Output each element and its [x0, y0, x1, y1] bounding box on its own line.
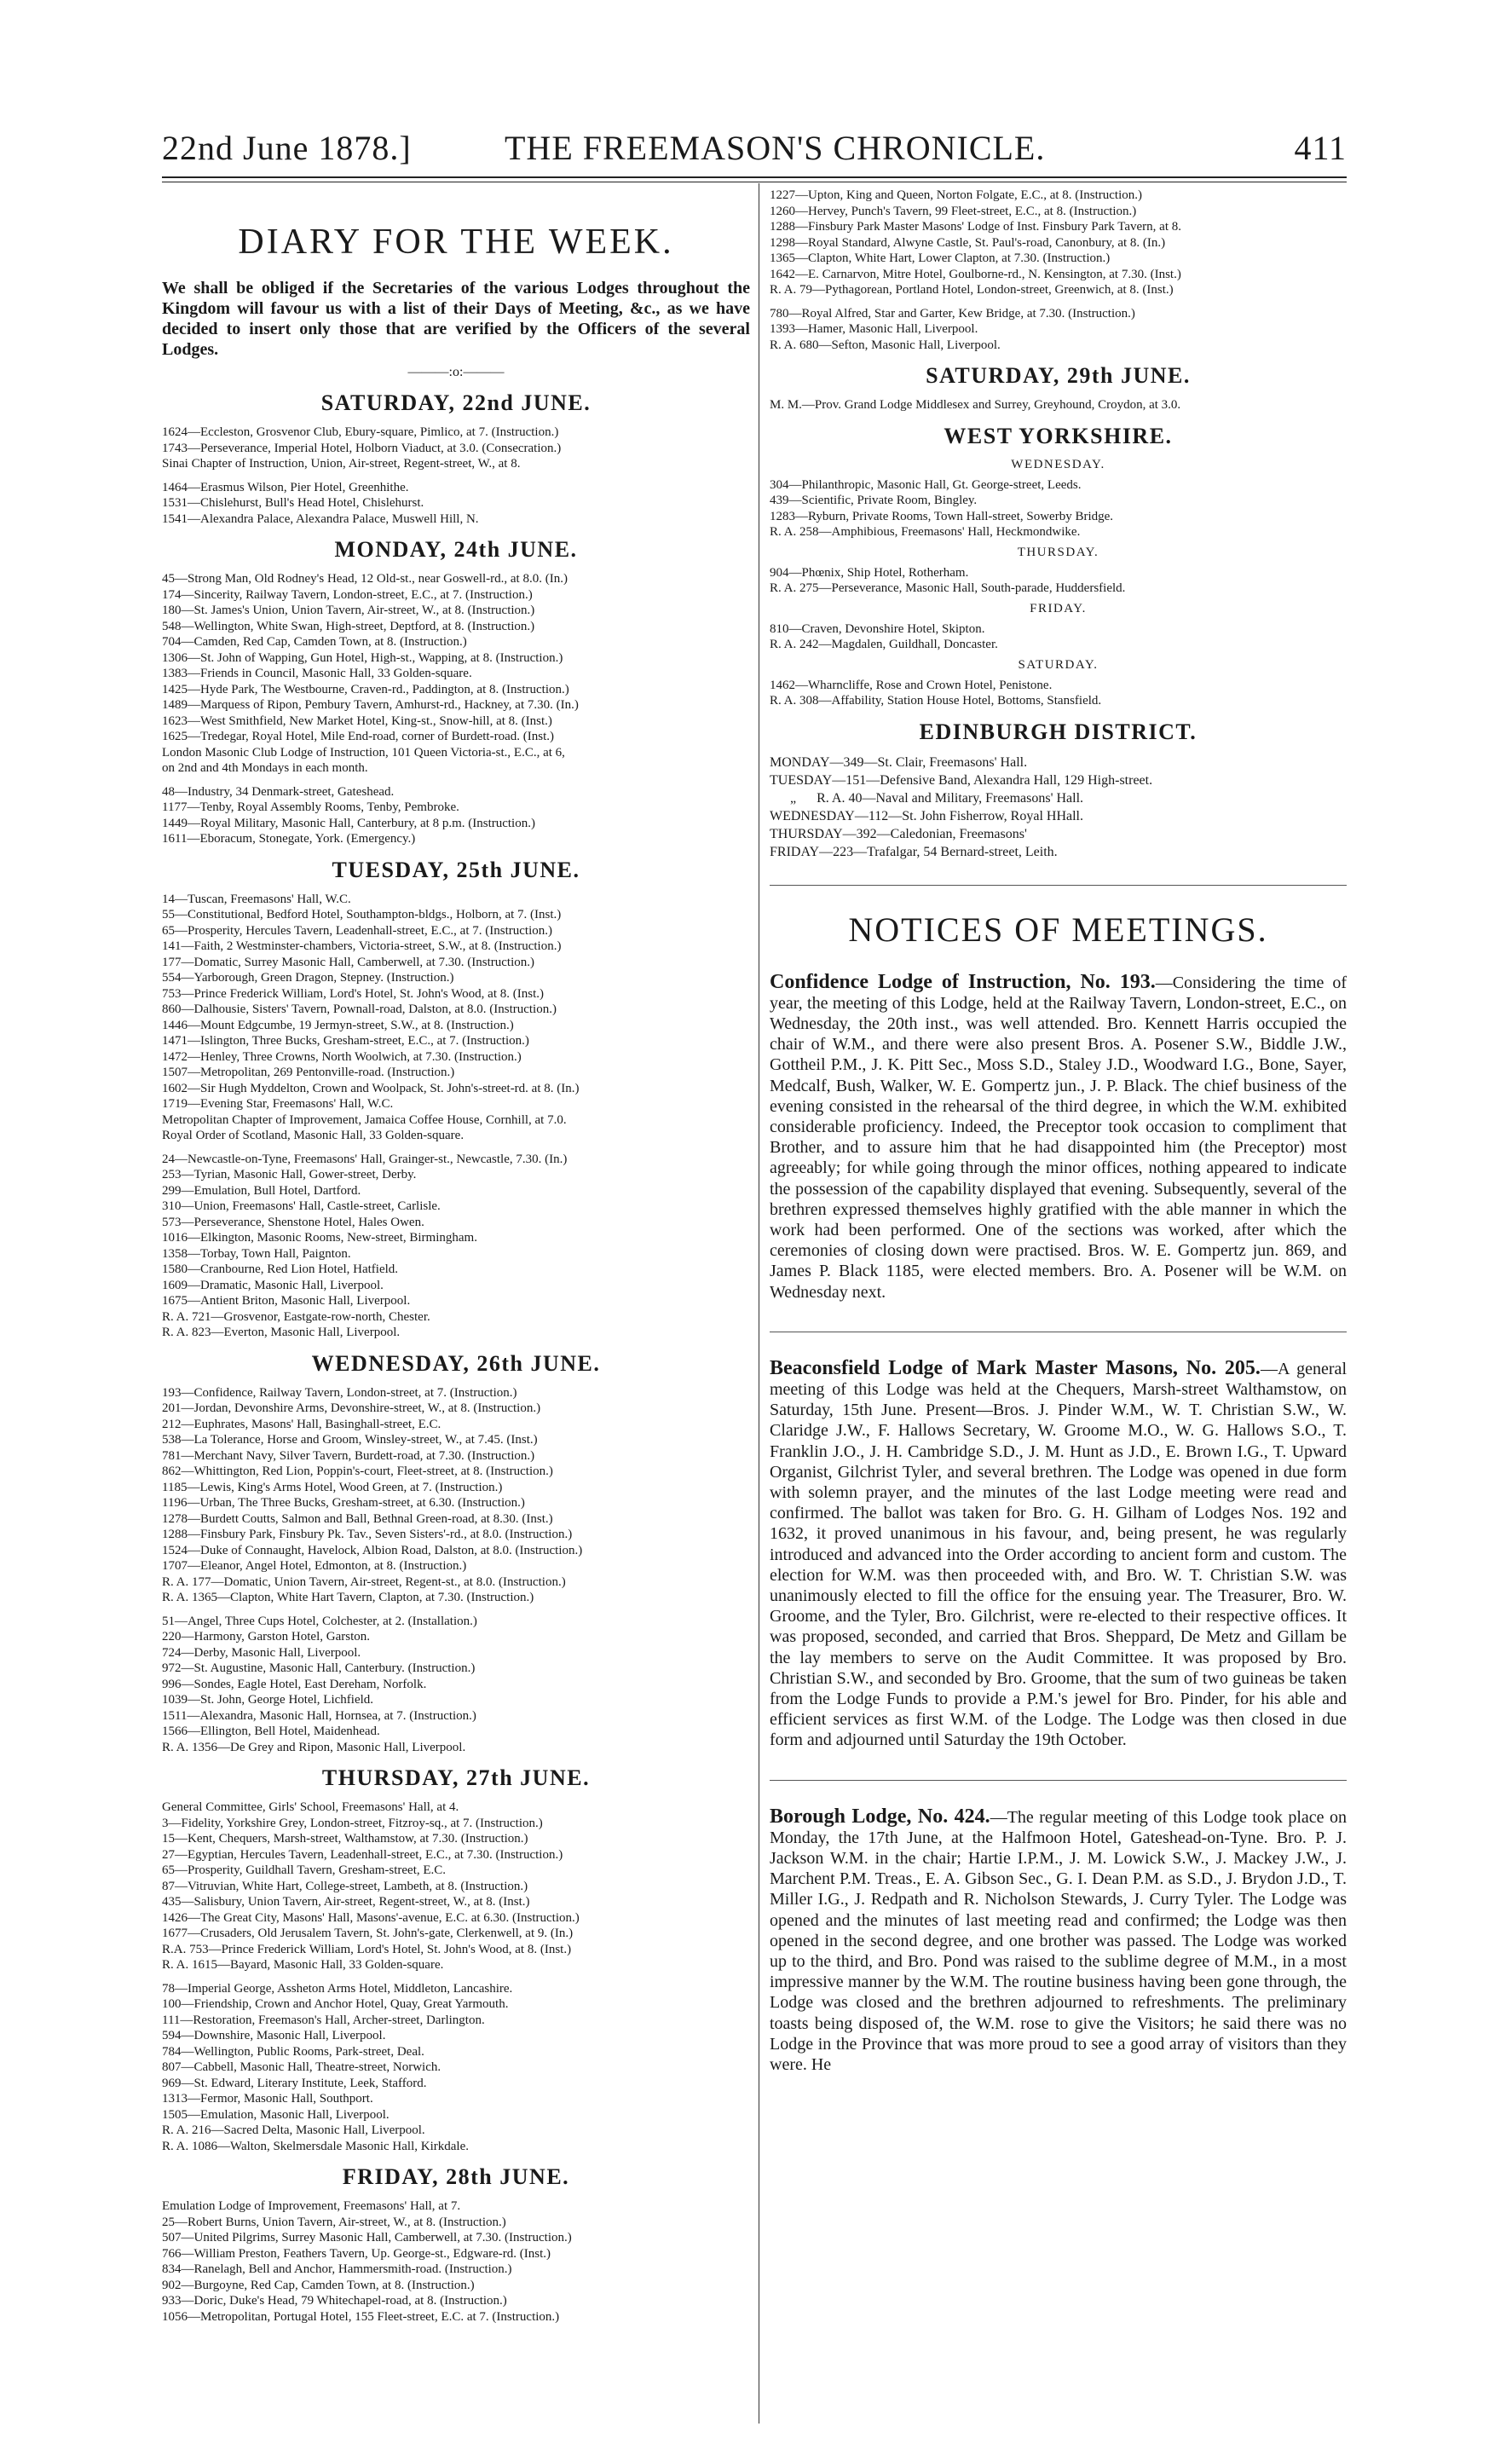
listing-line: R. A. 177—Domatic, Union Tavern, Air-street, Regent-st., at 8.0. (Instruction.) [162, 1574, 566, 1589]
listing-line: R. A. 1365—Clapton, White Hart Tavern, Clapton, at 7.30. (Instruction.) [162, 1591, 534, 1604]
listing-line: 1446—Mount Edgcumbe, 19 Jermyn-street, S.W., at 8. (Instruction.) [162, 1018, 514, 1032]
listing-line: R. A. 823—Everton, Masonic Hall, Liverpool. [162, 1326, 401, 1339]
continued-listings [770, 188, 1347, 298]
header-rule [162, 176, 1347, 178]
listing-line: 1471—Islington, Three Bucks, Gresham-street, E.C., at 7. (Instruction.) [162, 1034, 529, 1048]
listing-line: 780—Royal Alfred, Star and Garter, Kew Bridge, at 7.30. (Instruction.) [770, 306, 1135, 321]
listing-line: 766—William Preston, Feathers Tavern, Up. George-st., Edgware-rd. (Inst.) [162, 2246, 551, 2261]
listing-line: 1505—Emulation, Masonic Hall, Liverpool. [162, 2107, 390, 2122]
listing-line: 1511—Alexandra, Masonic Hall, Hornsea, at 7. (Instruction.) [162, 1708, 476, 1723]
listing-line: 1196—Urban, The Three Bucks, Gresham-street, at 6.30. (Instruction.) [162, 1496, 525, 1510]
listing-line: 1524—Duke of Connaught, Havelock, Albion Road, Dalston, at 8.0. (Instruction.) [162, 1543, 583, 1557]
listing-line: Royal Order of Scotland, Masonic Hall, 33 Golden-square. [162, 1129, 465, 1142]
listing-line: 1541—Alexandra Palace, Alexandra Palace, Muswell Hill, N. [162, 511, 479, 526]
listing-line: 1278—Burdett Coutts, Salmon and Ball, Bethnal Green-road, at 8.30. (Inst.) [162, 1511, 553, 1526]
listing-line: 1358—Torbay, Town Hall, Paignton. [162, 1246, 351, 1261]
notice-paragraph [770, 1806, 1347, 2076]
listing-line: 435—Salisbury, Union Tavern, Air-street, Regent-street, W., at 8. (Inst.) [162, 1895, 530, 1909]
listing-line: 299—Emulation, Bull Hotel, Dartford. [162, 1183, 361, 1198]
listing-line: R. A. 242—Magdalen, Guildhall, Doncaster. [770, 638, 998, 651]
listing-line: 573—Perseverance, Shenstone Hotel, Hales Owen. [162, 1215, 424, 1229]
listing-line: 933—Doric, Duke's Head, 79 Whitechapel-road, at 8. (Instruction.) [162, 2294, 507, 2308]
listing-line: 14—Tuscan, Freemasons' Hall, W.C. [162, 892, 351, 906]
listing-line: 1425—Hyde Park, The Westbourne, Craven-rd., Paddington, at 8. (Instruction.) [162, 682, 569, 696]
listing-line: 51—Angel, Three Cups Hotel, Colchester, at 2. (Installation.) [162, 1614, 477, 1628]
notice-body: —The regular meeting of this Lodge took place on Monday, the 17th June, at the Halfmoon Hotel, Gateshead-on-Tyne. Bro. P. J. Jackson W.M. in the chair; Hartie I.P.M., J. M. Lowick S.W., J. Mackey J.W., J. Marchent P.M. Treas., E. A. Gibson Sec., G. I. Dean P.M. as S.D., J. Brydon J.D., T. Miller I.G., J. Redpath and R. Nicholson Stewards, J. Curry Tyler. The Lodge was opened and the minutes of last meeting read and confirmed; the Lodge was then opened in the second degree, and one brother was passed. The Lodge was worked up to the third, and Bro. Pond was raised to the sublime degree of M.M., in a most impressive manner by the W.M. The routine business having been gone through, the Lodge was closed and the brethren adjourned to refreshments. The preliminary toasts being disposed of, the W.M. rose to give the Visitors; he said there was no Lodge in the Province that was more proud to see a good array of visitors than they were. He [770, 1807, 1347, 2075]
header-date: 22nd June 1878.] [162, 129, 412, 167]
notice-lead: Confidence Lodge of Instruction, No. 193. [770, 970, 1156, 993]
header-page-number: 411 [1294, 129, 1347, 167]
listing-line: 810—Craven, Devonshire Hotel, Skipton. [770, 621, 985, 636]
listing-line: 439—Scientific, Private Room, Bingley. [770, 494, 978, 507]
listing-line: 1611—Eboracum, Stonegate, York. (Emergency.) [162, 832, 416, 846]
weekday-subheading: THURSDAY. [1017, 545, 1099, 559]
diary-intro: We shall be obliged if the Secretaries of the various Lodges throughout the Kingdom will favour us with a list of their Days of Meeting, &c., as we have decided to insert only those that are verified by the Officers of the several Lodges. [162, 279, 750, 359]
diary-title: DIARY FOR THE WEEK. [238, 222, 674, 262]
listing-line: 1177—Tenby, Royal Assembly Rooms, Tenby, Pembroke. [162, 800, 459, 814]
left-column [162, 188, 750, 2325]
listing-line: 807—Cabbell, Masonic Hall, Theatre-street, Norwich. [162, 2060, 441, 2074]
listing-line: 1642—E. Carnarvon, Mitre Hotel, Goulborne-rd., N. Kensington, at 7.30. (Inst.) [770, 267, 1181, 281]
listing-line: R. A. 258—Amphibious, Freemasons' Hall, Heckmondwike. [770, 525, 1081, 539]
listing-line: 1719—Evening Star, Freemasons' Hall, W.C. [162, 1097, 394, 1111]
listing-line: R.A. 753—Prince Frederick William, Lord's Hotel, St. John's Wood, at 8. (Inst.) [162, 1942, 572, 1956]
listing-line: R. A. 275—Perseverance, Masonic Hall, South-parade, Huddersfield. [770, 581, 1126, 595]
listing-line: 45—Strong Man, Old Rodney's Head, 12 Old-st., near Goswell-rd., at 8.0. (In.) [162, 572, 568, 586]
listing-line: 1707—Eleanor, Angel Hotel, Edmonton, at 8. (Instruction.) [162, 1559, 467, 1573]
listing-line: 1625—Tredegar, Royal Hotel, Mile End-road, corner of Burdett-road. (Inst.) [162, 730, 554, 743]
listing-line: 1624—Eccleston, Grosvenor Club, Ebury-square, Pimlico, at 7. (Instruction.) [162, 425, 559, 439]
notices-list [770, 972, 1347, 2076]
listing-line: 969—St. Edward, Literary Institute, Leek, Stafford. [162, 2076, 427, 2090]
listing-line: 1602—Sir Hugh Myddelton, Crown and Woolpack, St. John's-street-rd. at 8. (In.) [162, 1081, 580, 1095]
listing-line: R. A. 308—Affability, Station House Hotel, Bottoms, Stansfield. [770, 694, 1102, 708]
listing-line: 1449—Royal Military, Masonic Hall, Canterbury, at 8 p.m. (Instruction.) [162, 816, 535, 830]
listing-line: 1623—West Smithfield, New Market Hotel, King-st., Snow-hill, at 8. (Inst.) [162, 713, 552, 728]
listing-line: 174—Sincerity, Railway Tavern, London-street, E.C., at 7. (Instruction.) [162, 587, 533, 602]
listing-line: MONDAY—349—St. Clair, Freemasons' Hall. [770, 754, 1028, 770]
notices-title: NOTICES OF MEETINGS. [848, 910, 1268, 949]
listing-line: 1298—Royal Standard, Alwyne Castle, St. Paul's-road, Canonbury, at 8. (In.) [770, 235, 1166, 250]
section-separator [770, 885, 1347, 886]
listing-line: 1288—Finsbury Park Master Masons' Lodge of Inst. Finsbury Park Tavern, at 8. [770, 220, 1181, 234]
listing-line: 1306—St. John of Wapping, Gun Hotel, High-st., Wapping, at 8. (Instruction.) [162, 650, 563, 665]
listing-line: 1507—Metropolitan, 269 Pentonville-road. (Instruction.) [162, 1066, 455, 1079]
gap [770, 298, 1347, 306]
west-yorkshire-listings [770, 458, 1347, 709]
listing-line: General Committee, Girls' School, Freemasons' Hall, at 4. [162, 1800, 459, 1814]
listing-line: 1283—Ryburn, Private Rooms, Town Hall-street, Sowerby Bridge. [770, 509, 1114, 523]
west-yorkshire-heading: WEST YORKSHIRE. [944, 423, 1173, 448]
listing-line: 1185—Lewis, King's Arms Hotel, Wood Green, at 7. (Instruction.) [162, 1480, 503, 1494]
saturday-29-listings [770, 397, 1347, 413]
listing-line: on 2nd and 4th Mondays in each month. [162, 761, 368, 775]
listing-line: R. A. 79—Pythagorean, Portland Hotel, London-street, Greenwich, at 8. (Inst.) [770, 283, 1174, 297]
gap [162, 777, 750, 784]
listing-line: 996—Sondes, Eagle Hotel, East Dereham, Norfolk. [162, 1677, 427, 1691]
listing-line: 220—Harmony, Garston Hotel, Garston. [162, 1630, 370, 1644]
listing-line: 594—Downshire, Masonic Hall, Liverpool. [162, 2029, 386, 2042]
notice-lead: Borough Lodge, No. 424. [770, 1805, 990, 1828]
listing-line: 1016—Elkington, Masonic Rooms, New-street, Birmingham. [162, 1231, 477, 1245]
listing-line: 15—Kent, Chequers, Marsh-street, Walthamstow, at 7.30. (Instruction.) [162, 1832, 528, 1846]
day-heading: WEDNESDAY, 26th JUNE. [311, 1350, 601, 1376]
listing-line: 100—Friendship, Crown and Anchor Hotel, Quay, Great Yarmouth. [162, 1997, 509, 2011]
weekday-subheading: FRIDAY. [1030, 601, 1087, 615]
notice-body: —A general meeting of this Lodge was held at the Chequers, Marsh-street Walthamstow, on Saturday, 15th June. Present—Bros. J. Pinder W.M., W. T. Christian S.W., W. Claridge J.W., F. Hallows Secretary, W. Groome M.O., W. G. Hallows S.O., T. Franklin J.O., J. H. Cambridge S.D., J. M. Hunt as J.D., E. Brown I.G., T. Upward Organist, Gilchrist Tyler, and several brethren. The Lodge was opened in due form with solemn prayer, and the minutes of the last Lodge meeting were read and confirmed. The ballot was taken for Bro. G. H. Gilham of Lodges Nos. 192 and 1632, it proved unanimous in his favour, and, being present, he was regularly introduced and advanced into the Order according to ancient form and custom. The election for W.M. was then proceeded with, and Bro. W. T. Christian S.W. was unanimously elected to fill the office for the ensuing year. The Treasurer, Bro. W. Groome, and the Tyler, Bro. Gilchrist, were re-elected to their respective offices. It was proposed, seconded, and carried that Bros. Sheppard, De Metz and Gillam be the lay members to serve on the Audit Committee. It was proposed by Bro. Christian S.W., and seconded by Bro. Groome, that the sum of two guineas be taken from the Lodge Funds to provide a P.M.'s jewel for Bro. Pinder, for his able and efficient services as first W.M. of the Lodge. The Lodge was then closed in due form and adjourned until Saturday the 19th October. [770, 1359, 1347, 1750]
notice-paragraph [770, 972, 1347, 1303]
listing-line: R. A. 216—Sacred Delta, Masonic Hall, Liverpool. [162, 2123, 425, 2137]
saturday-29-heading: SATURDAY, 29th JUNE. [926, 363, 1191, 388]
listing-line: Emulation Lodge of Improvement, Freemasons' Hall, at 7. [162, 2199, 461, 2213]
listing-line: 1531—Chislehurst, Bull's Head Hotel, Chislehurst. [162, 496, 424, 510]
edinburgh-heading: EDINBURGH DISTRICT. [919, 719, 1197, 744]
listing-line: 78—Imperial George, Assheton Arms Hotel, Middleton, Lancashire. [162, 1981, 513, 1996]
listing-line: 972—St. Augustine, Masonic Hall, Canterbury. (Instruction.) [162, 1661, 476, 1675]
diary-sections [162, 390, 750, 2325]
listing-line: R. A. 1356—De Grey and Ripon, Masonic Hall, Liverpool. [162, 1740, 466, 1754]
listing-line: 48—Industry, 34 Denmark-street, Gateshead. [162, 784, 395, 799]
gap [162, 472, 750, 480]
day-heading: SATURDAY, 22nd JUNE. [320, 390, 592, 415]
listing-line: TUESDAY—151—Defensive Band, Alexandra Hall, 129 High-street. [770, 772, 1153, 788]
listing-line: 548—Wellington, White Swan, High-street, Deptford, at 8. (Instruction.) [162, 619, 535, 633]
continued-listings-2 [770, 306, 1347, 354]
gap [162, 1144, 750, 1152]
listing-line: 310—Union, Freemasons' Hall, Castle-street, Carlisle. [162, 1199, 441, 1213]
day-heading: TUESDAY, 25th JUNE. [332, 857, 580, 882]
listing-line: 24—Newcastle-on-Tyne, Freemasons' Hall, Grainger-st., Newcastle, 7.30. (In.) [162, 1152, 568, 1166]
listing-line: 834—Ranelagh, Bell and Anchor, Hammersmith-road. (Instruction.) [162, 2262, 512, 2276]
listing-line: WEDNESDAY—112—St. John Fisherrow, Royal HHall. [770, 808, 1083, 823]
gap [162, 1973, 750, 1981]
listing-line: 1743—Perseverance, Imperial Hotel, Holborn Viaduct, at 3.0. (Consecration.) [162, 441, 562, 455]
listing-line: 111—Restoration, Freemason's Hall, Archer-street, Darlington. [162, 2013, 485, 2027]
listing-line: 212—Euphrates, Masons' Hall, Basinghall-street, E.C. [162, 1417, 441, 1431]
notice-paragraph [770, 1358, 1347, 1751]
listing-line: THURSDAY—392—Caledonian, Freemasons' [770, 826, 1027, 841]
listing-line: 177—Domatic, Surrey Masonic Hall, Camberwell, at 7.30. (Instruction.) [162, 955, 534, 969]
listing-line: 1472—Henley, Three Crowns, North Woolwich, at 7.30. (Instruction.) [162, 1049, 522, 1064]
listing-line: 180—St. James's Union, Union Tavern, Air-street, W., at 8. (Instruction.) [162, 604, 535, 617]
listing-line: FRIDAY—223—Trafalgar, 54 Bernard-street, Leith. [770, 844, 1058, 859]
listing-line: 1039—St. John, George Hotel, Lichfield. [162, 1693, 374, 1707]
listing-line: 201—Jordan, Devonshire Arms, Devonshire-street, W., at 8. (Instruction.) [162, 1401, 541, 1415]
notice-body: —Considering the time of year, the meeting of this Lodge, held at the Railway Tavern, London-street, E.C., on Wednesday, the 20th inst., was well attended. Bro. Kennett Harris occupied the chair of W.M., and there were also present Bros. A. Posener S.W., Biddle J.W., Gottheil P.M., J. K. Pitt Sec., Moss S.D., Staley J.D., Woodward I.G., Bone, Sayer, Medcalf, Bush, Walker, W. E. Gompertz jun., J. P. Black. The chief business of the evening consisted in the rehearsal of the third degree, in which the W.M. exhibited considerable proficiency. Indeed, the Preceptor took occasion to compliment that Brother, and to assure him that he had disappointed him (the Preceptor) most agreeably; for while going through the minor offices, nothing appeared to indicate the possession of the capability displayed that evening. Subsequently, several of the brethren expressed themselves highly gratified with the able manner in which the work had been performed. One of the sections was worked, after which the ceremonies of closing down were practised. Bros. W. E. Gompertz jun. 869, and James P. Black 1185, were elected members. Bro. A. Posener will be W.M. on Wednesday next. [770, 973, 1347, 1302]
listing-line: 1489—Marquess of Ripon, Pembury Tavern, Amhurst-rd., Hackney, at 7.30. (In.) [162, 698, 579, 712]
listing-line: 902—Burgoyne, Red Cap, Camden Town, at 8. (Instruction.) [162, 2278, 475, 2292]
notice-separator [770, 1780, 1347, 1781]
listing-line: 141—Faith, 2 Westminster-chambers, Victoria-street, S.W., at 8. (Instruction.) [162, 939, 562, 953]
edinburgh-listings [770, 754, 1347, 861]
listing-line: R. A. 680—Sefton, Masonic Hall, Liverpool. [770, 338, 1001, 352]
gap [162, 1606, 750, 1614]
listing-line: 1393—Hamer, Masonic Hall, Liverpool. [770, 322, 978, 336]
listing-line: 507—United Pilgrims, Surrey Masonic Hall, Camberwell, at 7.30. (Instruction.) [162, 2231, 572, 2244]
listing-line: 1464—Erasmus Wilson, Pier Hotel, Greenhithe. [162, 480, 409, 494]
listing-line: M. M.—Prov. Grand Lodge Middlesex and Surrey, Greyhound, Croydon, at 3.0. [770, 398, 1181, 412]
listing-line: 1566—Ellington, Bell Hotel, Maidenhead. [162, 1725, 380, 1738]
listing-line: R. A. 721—Grosvenor, Eastgate-row-north, Chester. [162, 1309, 430, 1324]
day-heading: MONDAY, 24th JUNE. [334, 537, 578, 562]
weekday-subheading: SATURDAY. [1018, 657, 1099, 672]
day-heading: FRIDAY, 28th JUNE. [342, 2164, 570, 2189]
listing-line: 1260—Hervey, Punch's Tavern, 99 Fleet-street, E.C., at 8. (Instruction.) [770, 204, 1137, 218]
listing-line: „ R. A. 40—Naval and Military, Freemasons' Hall. [770, 790, 1084, 806]
listing-line: 25—Robert Burns, Union Tavern, Air-street, W., at 8. (Instruction.) [162, 2215, 506, 2229]
listing-line: 784—Wellington, Public Rooms, Park-street, Deal. [162, 2044, 424, 2059]
listing-line: 1383—Friends in Council, Masonic Hall, 33 Golden-square. [162, 667, 472, 680]
listing-line: R. A. 1086—Walton, Skelmersdale Masonic Hall, Kirkdale. [162, 2139, 469, 2153]
header-title: THE FREEMASON'S CHRONICLE. [505, 129, 1046, 167]
listing-line: R. A. 1615—Bayard, Masonic Hall, 33 Golden-square. [162, 1958, 444, 1972]
listing-line: 904—Phœnix, Ship Hotel, Rotherham. [770, 565, 969, 580]
listing-line: 1462—Wharncliffe, Rose and Crown Hotel, Penistone. [770, 678, 1053, 692]
listing-line: 27—Egyptian, Hercules Tavern, Leadenhall-street, E.C., at 7.30. (Instruction.) [162, 1847, 563, 1862]
listing-line: 538—La Tolerance, Horse and Groom, Winsley-street, W., at 7.45. (Inst.) [162, 1433, 538, 1447]
listing-line: Sinai Chapter of Instruction, Union, Air-street, Regent-street, W., at 8. [162, 457, 521, 471]
diary-divider: ———:o:——— [407, 365, 505, 379]
listing-line: 1288—Finsbury Park, Finsbury Pk. Tav., Seven Sisters'-rd., at 8.0. (Instruction.) [162, 1528, 573, 1541]
listing-line: 704—Camden, Red Cap, Camden Town, at 8. (Instruction.) [162, 635, 467, 649]
listing-line: 862—Whittington, Red Lion, Poppin's-court, Fleet-street, at 8. (Instruction.) [162, 1465, 553, 1478]
listing-line: 253—Tyrian, Masonic Hall, Gower-street, Derby. [162, 1168, 417, 1181]
listing-line: 55—Constitutional, Bedford Hotel, Southampton-bldgs., Holborn, at 7. (Inst.) [162, 908, 562, 921]
listing-line: 1426—The Great City, Masons' Hall, Masons'-avenue, E.C. at 6.30. (Instruction.) [162, 1910, 580, 1925]
listing-line: 65—Prosperity, Guildhall Tavern, Gresham-street, E.C. [162, 1863, 447, 1877]
listing-line: 781—Merchant Navy, Silver Tavern, Burdett-road, at 7.30. (Instruction.) [162, 1448, 535, 1463]
listing-line: London Masonic Club Lodge of Instruction, 101 Queen Victoria-st., E.C., at 6, [162, 745, 565, 760]
listing-line: 1675—Antient Briton, Masonic Hall, Liverpool. [162, 1294, 411, 1308]
listing-line: 1677—Crusaders, Old Jerusalem Tavern, St. John's-gate, Clerkenwell, at 9. (In.) [162, 1927, 574, 1940]
listing-line: 3—Fidelity, Yorkshire Grey, London-street, Fitzroy-sq., at 7. (Instruction.) [162, 1816, 543, 1830]
listing-line: 860—Dalhousie, Sisters' Tavern, Pownall-road, Dalston, at 8.0. (Instruction.) [162, 1002, 557, 1016]
listing-line: 1227—Upton, King and Queen, Norton Folgate, E.C., at 8. (Instruction.) [770, 188, 1143, 202]
listing-line: 753—Prince Frederick William, Lord's Hotel, St. John's Wood, at 8. (Inst.) [162, 986, 544, 1001]
listing-line: 1365—Clapton, White Hart, Lower Clapton, at 7.30. (Instruction.) [770, 251, 1111, 265]
weekday-subheading: WEDNESDAY. [1011, 457, 1105, 471]
notice-lead: Beaconsfield Lodge of Mark Master Masons, No. 205. [770, 1356, 1261, 1379]
page-header [162, 128, 1347, 170]
right-column [770, 188, 1347, 2075]
listing-line: Metropolitan Chapter of Improvement, Jamaica Coffee House, Cornhill, at 7.0. [162, 1112, 567, 1127]
listing-line: 1313—Fermor, Masonic Hall, Southport. [162, 2092, 373, 2106]
listing-line: 193—Confidence, Railway Tavern, London-street, at 7. (Instruction.) [162, 1385, 517, 1400]
day-heading: THURSDAY, 27th JUNE. [321, 1765, 591, 1790]
listing-line: 554—Yarborough, Green Dragon, Stepney. (Instruction.) [162, 971, 454, 985]
listing-line: 304—Philanthropic, Masonic Hall, Gt. George-street, Leeds. [770, 477, 1082, 492]
listing-line: 1580—Cranbourne, Red Lion Hotel, Hatfield. [162, 1262, 399, 1276]
listing-line: 65—Prosperity, Hercules Tavern, Leadenhall-street, E.C., at 7. (Instruction.) [162, 923, 552, 938]
listing-line: 1056—Metropolitan, Portugal Hotel, 155 Fleet-street, E.C. at 7. (Instruction.) [162, 2309, 560, 2324]
listing-line: 87—Vitruvian, White Hart, College-street, Lambeth, at 8. (Instruction.) [162, 1879, 528, 1893]
listing-line: 1609—Dramatic, Masonic Hall, Liverpool. [162, 1278, 384, 1292]
listing-line: 724—Derby, Masonic Hall, Liverpool. [162, 1645, 361, 1660]
